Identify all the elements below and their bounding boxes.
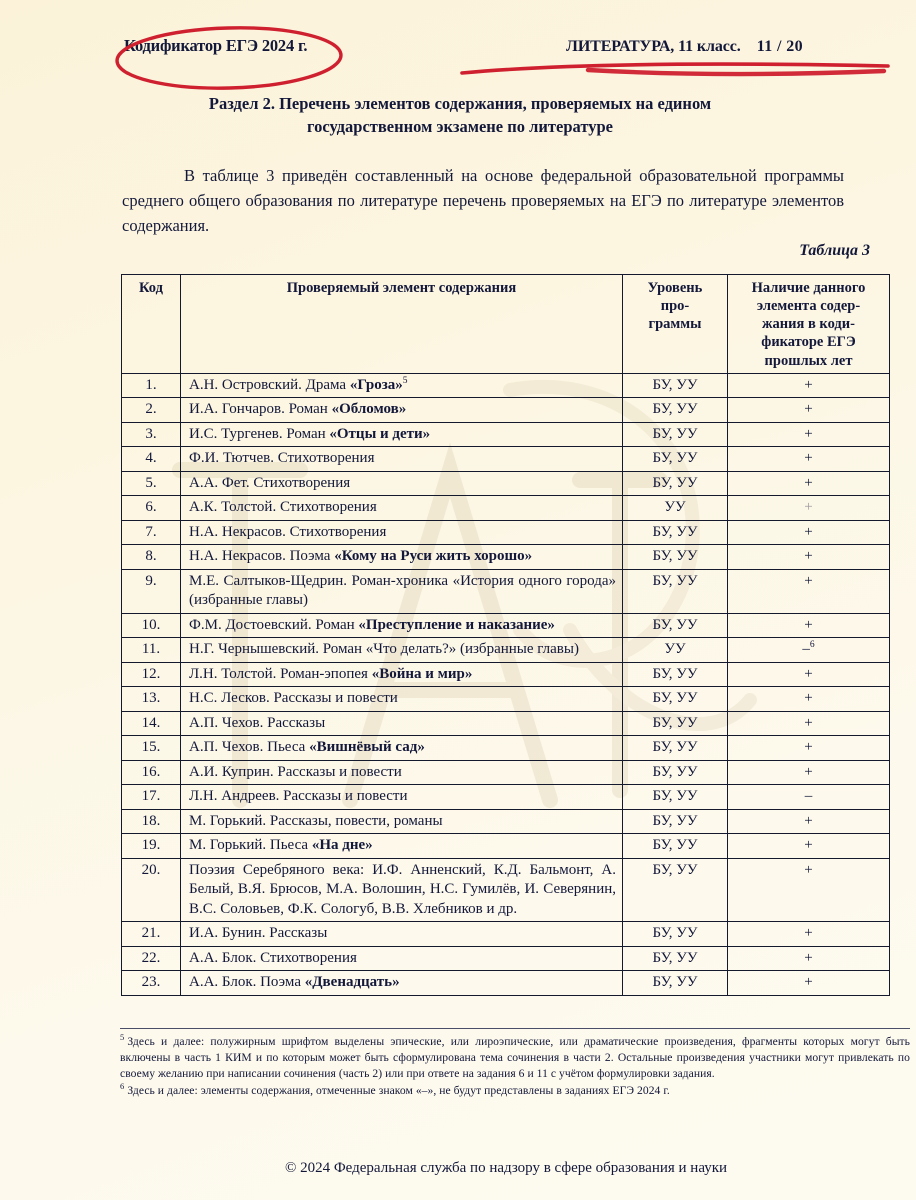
- element-text: А.А. Блок. Поэма: [189, 974, 305, 991]
- table-row: [122, 373, 890, 398]
- table-row: [122, 662, 890, 687]
- cell-element: [181, 398, 623, 423]
- column-header-level: [623, 275, 728, 374]
- cell-previous-codifier: [728, 520, 890, 545]
- footnotes-block: [120, 1028, 910, 1100]
- intro-paragraph: В таблице 3 приведён составленный на основе федеральной образовательной программы среднего общего образования по литературе перечень проверяемых на ЕГЭ по литературе элементов содержания.: [122, 166, 844, 236]
- presence-mark: +: [804, 474, 813, 491]
- table-row: [122, 496, 890, 521]
- element-text: Л.Н. Андреев. Рассказы и повести: [189, 788, 408, 805]
- cell-previous-codifier: [728, 971, 890, 996]
- presence-mark: +: [804, 837, 813, 854]
- presence-mark: +: [804, 690, 813, 707]
- element-text: Л.Н. Толстой. Роман-эпопея: [189, 665, 372, 682]
- element-text: И.А. Бунин. Рассказы: [189, 925, 328, 942]
- cell-element: [181, 785, 623, 810]
- column-header-level-line2: про-: [660, 298, 690, 315]
- cell-code: 7.: [122, 520, 181, 545]
- subject-and-page: [566, 38, 803, 56]
- footnote: [120, 1034, 910, 1082]
- element-title-bold: «Двенадцать»: [304, 974, 400, 991]
- table-header-row: [122, 275, 890, 374]
- element-text: М. Горький. Пьеса: [189, 837, 312, 854]
- table-row: [122, 447, 890, 472]
- cell-program-level: БУ, УУ: [623, 971, 728, 996]
- table-row: [122, 471, 890, 496]
- element-title-bold: «Отцы и дети»: [329, 425, 431, 442]
- element-text: А.И. Куприн. Рассказы и повести: [189, 763, 402, 780]
- copyright-line: © 2024 Федеральная служба по надзору в сфере образования и науки: [284, 1160, 728, 1176]
- cell-program-level: БУ, УУ: [623, 520, 728, 545]
- cell-program-level: БУ, УУ: [623, 760, 728, 785]
- presence-mark: +: [804, 925, 813, 942]
- cell-previous-codifier: [728, 687, 890, 712]
- footnote-marker: 5: [120, 1032, 125, 1043]
- footnote-list: [120, 1034, 910, 1099]
- element-text: Ф.М. Достоевский. Роман: [189, 616, 359, 633]
- cell-program-level: БУ, УУ: [623, 711, 728, 736]
- presence-mark: +: [804, 739, 813, 756]
- cell-program-level: БУ, УУ: [623, 569, 728, 613]
- presence-mark: +: [804, 376, 813, 393]
- element-text: М. Горький. Рассказы, повести, романы: [189, 812, 443, 829]
- cell-element: [181, 545, 623, 570]
- cell-previous-codifier: [728, 373, 890, 398]
- table-row: [122, 809, 890, 834]
- table-row: [122, 398, 890, 423]
- cell-element: [181, 834, 623, 859]
- table-row: [122, 638, 890, 663]
- table-row: [122, 736, 890, 761]
- cell-program-level: БУ, УУ: [623, 471, 728, 496]
- table-head: [122, 275, 890, 374]
- footnote-text: Здесь и далее: элементы содержания, отмеченные знаком «–», не будут представлены в заданиях ЕГЭ 2024 г.: [127, 1083, 670, 1097]
- cell-code: 19.: [122, 834, 181, 859]
- column-header-element: Проверяемый элемент содержания: [181, 275, 623, 374]
- table-row: [122, 422, 890, 447]
- cell-code: 13.: [122, 687, 181, 712]
- element-text: Н.А. Некрасов. Стихотворения: [189, 523, 387, 540]
- table-row: [122, 858, 890, 922]
- cell-element: [181, 662, 623, 687]
- page-number: 11 / 20: [756, 38, 804, 55]
- cell-previous-codifier: [728, 834, 890, 859]
- element-text: И.А. Гончаров. Роман: [189, 401, 332, 418]
- cell-code: 4.: [122, 447, 181, 472]
- cell-program-level: БУ, УУ: [623, 922, 728, 947]
- presence-mark: +: [804, 450, 813, 467]
- cell-previous-codifier: [728, 809, 890, 834]
- cell-program-level: БУ, УУ: [623, 613, 728, 638]
- content-elements-table: [121, 274, 890, 996]
- cell-element: [181, 711, 623, 736]
- cell-program-level: БУ, УУ: [623, 373, 728, 398]
- column-header-code: Код: [122, 275, 181, 374]
- cell-code: 16.: [122, 760, 181, 785]
- cell-code: 14.: [122, 711, 181, 736]
- cell-element: [181, 520, 623, 545]
- cell-previous-codifier: [728, 638, 890, 663]
- element-title-bold: «Война и мир»: [371, 665, 473, 682]
- cell-previous-codifier: [728, 545, 890, 570]
- table-row: [122, 785, 890, 810]
- element-text: Н.Г. Чернышевский. Роман «Что делать?» (избранные главы): [189, 641, 579, 658]
- cell-previous-codifier: [728, 496, 890, 521]
- cell-previous-codifier: [728, 858, 890, 922]
- cell-code: 3.: [122, 422, 181, 447]
- table-row: [122, 834, 890, 859]
- element-text: Н.А. Некрасов. Поэма: [189, 548, 335, 565]
- cell-previous-codifier: [728, 613, 890, 638]
- cell-element: [181, 638, 623, 663]
- cell-code: 21.: [122, 922, 181, 947]
- element-text: А.П. Чехов. Рассказы: [189, 714, 326, 731]
- cell-previous-codifier: [728, 447, 890, 472]
- cell-code: 23.: [122, 971, 181, 996]
- cell-element: [181, 447, 623, 472]
- element-text: М.Е. Салтыков-Щедрин. Роман-хроника «История одного города» (избранные главы): [189, 572, 616, 609]
- cell-element: [181, 760, 623, 785]
- cell-program-level: БУ, УУ: [623, 545, 728, 570]
- presence-mark: +: [804, 616, 813, 633]
- cell-code: 11.: [122, 638, 181, 663]
- presence-mark: +: [804, 548, 813, 565]
- cell-element: [181, 858, 623, 922]
- page-header: [0, 0, 916, 92]
- cell-previous-codifier: [728, 736, 890, 761]
- cell-previous-codifier: [728, 662, 890, 687]
- cell-code: 22.: [122, 946, 181, 971]
- cell-previous-codifier: [728, 760, 890, 785]
- presence-mark: +: [804, 401, 813, 418]
- table-body: [122, 373, 890, 995]
- table-row: [122, 760, 890, 785]
- cell-previous-codifier: [728, 422, 890, 447]
- column-header-prev-line2: элемента содер-: [756, 298, 861, 315]
- cell-program-level: БУ, УУ: [623, 858, 728, 922]
- table-row: [122, 946, 890, 971]
- cell-program-level: БУ, УУ: [623, 785, 728, 810]
- presence-mark: +: [804, 523, 813, 540]
- cell-element: [181, 471, 623, 496]
- cell-code: 20.: [122, 858, 181, 922]
- table-row: [122, 569, 890, 613]
- page-title: [130, 92, 790, 139]
- cell-code: 1.: [122, 373, 181, 398]
- column-header-prev-line5: прошлых лет: [764, 352, 853, 369]
- element-footnote-marker: 5: [402, 375, 408, 386]
- cell-element: [181, 946, 623, 971]
- cell-previous-codifier: [728, 569, 890, 613]
- table-row: [122, 971, 890, 996]
- cell-previous-codifier: [728, 711, 890, 736]
- cell-element: [181, 422, 623, 447]
- cell-previous-codifier: [728, 922, 890, 947]
- element-title-bold: «Преступление и наказание»: [358, 616, 555, 633]
- page-title-line1: Раздел 2. Перечень элементов содержания, проверяемых на едином: [208, 94, 712, 113]
- column-header-level-line1: Уровень: [647, 280, 703, 296]
- presence-footnote-marker: 6: [809, 640, 815, 651]
- presence-mark: –: [804, 788, 813, 805]
- element-title-bold: «На дне»: [311, 837, 373, 854]
- footnote-separator: [120, 1028, 910, 1029]
- element-text: А.А. Блок. Стихотворения: [189, 949, 357, 966]
- cell-program-level: БУ, УУ: [623, 687, 728, 712]
- cell-program-level: БУ, УУ: [623, 447, 728, 472]
- cell-program-level: БУ, УУ: [623, 809, 728, 834]
- table-row: [122, 545, 890, 570]
- cell-program-level: БУ, УУ: [623, 946, 728, 971]
- cell-element: [181, 569, 623, 613]
- cell-element: [181, 736, 623, 761]
- cell-element: [181, 922, 623, 947]
- presence-mark: +: [804, 949, 813, 966]
- presence-mark: +: [804, 763, 813, 780]
- table-caption: Таблица 3: [799, 242, 870, 259]
- cell-program-level: БУ, УУ: [623, 736, 728, 761]
- element-title-bold: «Кому на Руси жить хорошо»: [334, 548, 533, 565]
- cell-element: [181, 687, 623, 712]
- element-title-bold: «Гроза»: [349, 376, 403, 393]
- content-elements-table-wrapper: [121, 274, 871, 996]
- table-row: [122, 711, 890, 736]
- footnote: [120, 1083, 910, 1099]
- presence-mark: +: [804, 861, 813, 878]
- column-header-level-line3: граммы: [648, 316, 702, 333]
- element-title-bold: «Обломов»: [331, 401, 407, 418]
- cell-element: [181, 496, 623, 521]
- presence-mark: +: [804, 425, 813, 442]
- presence-mark: +: [804, 665, 813, 682]
- presence-mark: +: [804, 714, 813, 731]
- cell-program-level: БУ, УУ: [623, 662, 728, 687]
- cell-code: 12.: [122, 662, 181, 687]
- cell-code: 6.: [122, 496, 181, 521]
- codifier-label: Кодификатор ЕГЭ 2024 г.: [124, 36, 308, 55]
- element-text: И.С. Тургенев. Роман: [189, 425, 330, 442]
- cell-program-level: УУ: [623, 496, 728, 521]
- element-text: А.К. Толстой. Стихотворения: [189, 499, 377, 516]
- subject-label: ЛИТЕРАТУРА, 11 класс.: [566, 38, 741, 55]
- table-row: [122, 687, 890, 712]
- table-row: [122, 922, 890, 947]
- presence-mark: –: [802, 641, 810, 658]
- cell-previous-codifier: [728, 785, 890, 810]
- cell-code: 17.: [122, 785, 181, 810]
- cell-element: [181, 971, 623, 996]
- footnote-marker: 6: [120, 1081, 125, 1092]
- element-text: А.Н. Островский. Драма: [189, 376, 350, 393]
- presence-mark: +: [804, 572, 813, 589]
- cell-previous-codifier: [728, 946, 890, 971]
- presence-mark: +: [804, 499, 813, 516]
- cell-element: [181, 373, 623, 398]
- cell-previous-codifier: [728, 471, 890, 496]
- cell-previous-codifier: [728, 398, 890, 423]
- element-text: Н.С. Лесков. Рассказы и повести: [189, 690, 398, 707]
- cell-program-level: БУ, УУ: [623, 422, 728, 447]
- cell-code: 8.: [122, 545, 181, 570]
- element-title-bold: «Вишнёвый сад»: [309, 739, 425, 756]
- page-title-line2: государственном экзамене по литературе: [307, 117, 613, 137]
- element-text: А.А. Фет. Стихотворения: [189, 474, 351, 491]
- column-header-prev-line1: Наличие данного: [751, 280, 866, 296]
- cell-code: 9.: [122, 569, 181, 613]
- cell-program-level: УУ: [623, 638, 728, 663]
- table-row: [122, 520, 890, 545]
- cell-code: 18.: [122, 809, 181, 834]
- cell-code: 15.: [122, 736, 181, 761]
- cell-element: [181, 809, 623, 834]
- presence-mark: +: [804, 974, 813, 991]
- cell-code: 5.: [122, 471, 181, 496]
- footnote-text: Здесь и далее: полужирным шрифтом выделены эпические, или лироэпические, или драматические произведения, фрагменты которых могут быть включены в часть 1 КИМ и по которым может быть сформулирована тема сочинения в части 2. Остальные произведения участники могут привлекать по своему желанию при написании сочинения (часть 2) или при ответе на задания 6 и 11 с учётом формулировки задания.: [120, 1035, 910, 1080]
- cell-program-level: БУ, УУ: [623, 398, 728, 423]
- cell-code: 2.: [122, 398, 181, 423]
- table-row: [122, 613, 890, 638]
- element-text: Поэзия Серебряного века: И.Ф. Анненский, К.Д. Бальмонт, А. Белый, В.Я. Брюсов, М.А. Волошин, Н.С. Гумилёв, И. Северянин, В.С. Соловьев, Ф.К. Сологуб, В.В. Хлебников и др.: [189, 861, 616, 917]
- element-text: А.П. Чехов. Пьеса: [189, 739, 310, 756]
- presence-mark: +: [804, 812, 813, 829]
- cell-code: 10.: [122, 613, 181, 638]
- column-header-prev-line4: фикаторе ЕГЭ: [761, 334, 856, 351]
- column-header-prev-line3: жания в коди-: [762, 316, 855, 333]
- cell-program-level: БУ, УУ: [623, 834, 728, 859]
- cell-element: [181, 613, 623, 638]
- column-header-previous-codifier: [728, 275, 890, 374]
- element-text: Ф.И. Тютчев. Стихотворения: [189, 450, 375, 467]
